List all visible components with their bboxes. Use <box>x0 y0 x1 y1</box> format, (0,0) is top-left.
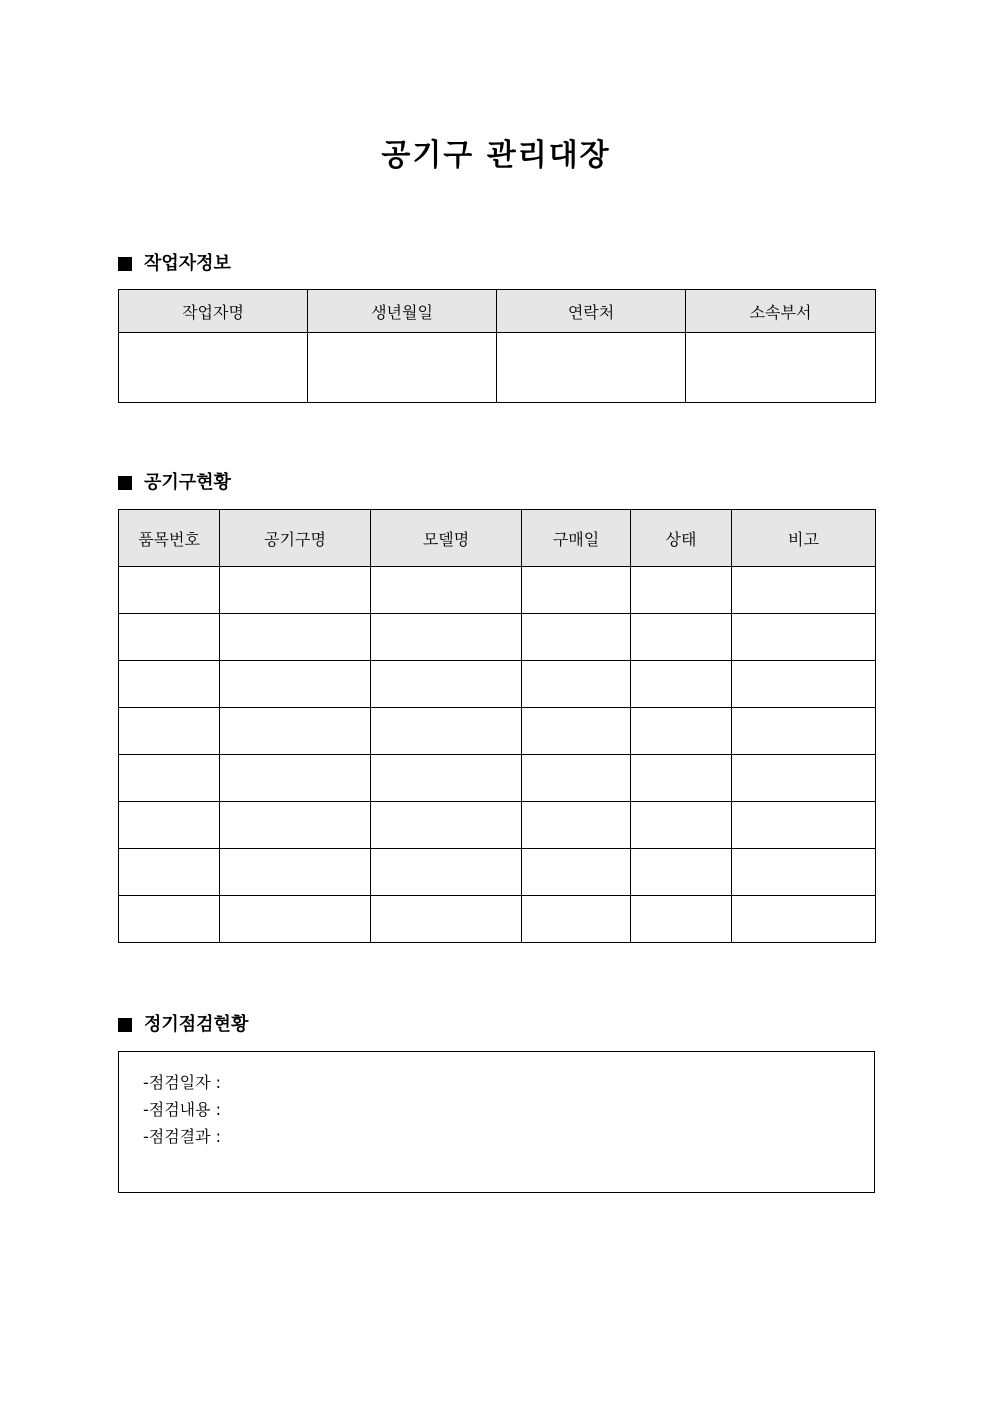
table-cell[interactable] <box>522 567 631 614</box>
column-header: 모델명 <box>371 510 522 567</box>
table-cell[interactable] <box>371 849 522 896</box>
table-cell[interactable] <box>732 661 876 708</box>
worker-name-cell[interactable] <box>119 333 308 403</box>
table-row <box>119 708 876 755</box>
worker-info-table <box>118 289 876 403</box>
table-cell[interactable] <box>522 755 631 802</box>
inspection-section-heading <box>118 1013 248 1037</box>
table-row <box>119 567 876 614</box>
column-header: 구매일 <box>522 510 631 567</box>
table-cell[interactable] <box>220 802 371 849</box>
inspection-box[interactable] <box>118 1051 875 1193</box>
table-cell[interactable] <box>631 849 732 896</box>
table-cell[interactable] <box>220 661 371 708</box>
table-cell[interactable] <box>371 708 522 755</box>
table-cell[interactable] <box>631 614 732 661</box>
worker-header-row <box>119 290 876 333</box>
table-row <box>119 896 876 943</box>
table-cell[interactable] <box>522 802 631 849</box>
column-header: 공기구명 <box>220 510 371 567</box>
table-cell[interactable] <box>220 614 371 661</box>
table-cell[interactable] <box>371 661 522 708</box>
table-cell[interactable] <box>522 614 631 661</box>
table-cell[interactable] <box>119 567 220 614</box>
table-cell[interactable] <box>371 802 522 849</box>
table-cell[interactable] <box>732 896 876 943</box>
table-row <box>119 849 876 896</box>
table-cell[interactable] <box>732 614 876 661</box>
column-header: 품목번호 <box>119 510 220 567</box>
table-cell[interactable] <box>631 567 732 614</box>
table-cell[interactable] <box>732 567 876 614</box>
table-cell[interactable] <box>522 661 631 708</box>
table-cell[interactable] <box>732 802 876 849</box>
table-cell[interactable] <box>119 708 220 755</box>
column-header: 비고 <box>732 510 876 567</box>
tools-header-row <box>119 510 876 567</box>
table-row <box>119 661 876 708</box>
table-cell[interactable] <box>732 849 876 896</box>
table-cell[interactable] <box>631 755 732 802</box>
inspection-date-line: -점검일자 : <box>143 1073 222 1092</box>
table-cell[interactable] <box>220 849 371 896</box>
table-cell[interactable] <box>732 755 876 802</box>
column-header: 상태 <box>631 510 732 567</box>
table-cell[interactable] <box>119 661 220 708</box>
square-bullet-icon <box>118 257 132 271</box>
column-header: 생년월일 <box>308 290 497 333</box>
table-cell[interactable] <box>522 708 631 755</box>
table-cell[interactable] <box>119 896 220 943</box>
column-header: 소속부서 <box>686 290 876 333</box>
inspection-result-line: -점검결과 : <box>143 1127 222 1146</box>
tools-section-heading <box>118 471 231 495</box>
table-cell[interactable] <box>522 896 631 943</box>
table-cell[interactable] <box>119 802 220 849</box>
table-cell[interactable] <box>371 614 522 661</box>
inspection-content-line: -점검내용 : <box>143 1100 222 1119</box>
table-cell[interactable] <box>631 802 732 849</box>
contact-cell[interactable] <box>497 333 686 403</box>
table-row <box>119 755 876 802</box>
column-header: 연락처 <box>497 290 686 333</box>
tools-table <box>118 509 876 943</box>
worker-section-heading <box>118 252 231 276</box>
table-cell[interactable] <box>119 614 220 661</box>
worker-input-row <box>119 333 876 403</box>
table-row <box>119 802 876 849</box>
birthdate-cell[interactable] <box>308 333 497 403</box>
table-cell[interactable] <box>220 567 371 614</box>
department-cell[interactable] <box>686 333 876 403</box>
worker-section-label: 작업자정보 <box>144 253 231 274</box>
square-bullet-icon <box>118 1018 132 1032</box>
table-cell[interactable] <box>371 896 522 943</box>
table-cell[interactable] <box>732 708 876 755</box>
table-cell[interactable] <box>631 896 732 943</box>
table-cell[interactable] <box>220 708 371 755</box>
column-header: 작업자명 <box>119 290 308 333</box>
table-cell[interactable] <box>220 896 371 943</box>
table-cell[interactable] <box>371 567 522 614</box>
document-title: 공기구 관리대장 <box>381 138 611 173</box>
table-cell[interactable] <box>119 849 220 896</box>
table-row <box>119 614 876 661</box>
table-cell[interactable] <box>220 755 371 802</box>
table-cell[interactable] <box>119 755 220 802</box>
table-cell[interactable] <box>371 755 522 802</box>
table-cell[interactable] <box>631 708 732 755</box>
square-bullet-icon <box>118 476 132 490</box>
table-cell[interactable] <box>631 661 732 708</box>
inspection-section-label: 정기점검현황 <box>144 1014 249 1035</box>
tools-section-label: 공기구현황 <box>144 472 231 493</box>
table-cell[interactable] <box>522 849 631 896</box>
